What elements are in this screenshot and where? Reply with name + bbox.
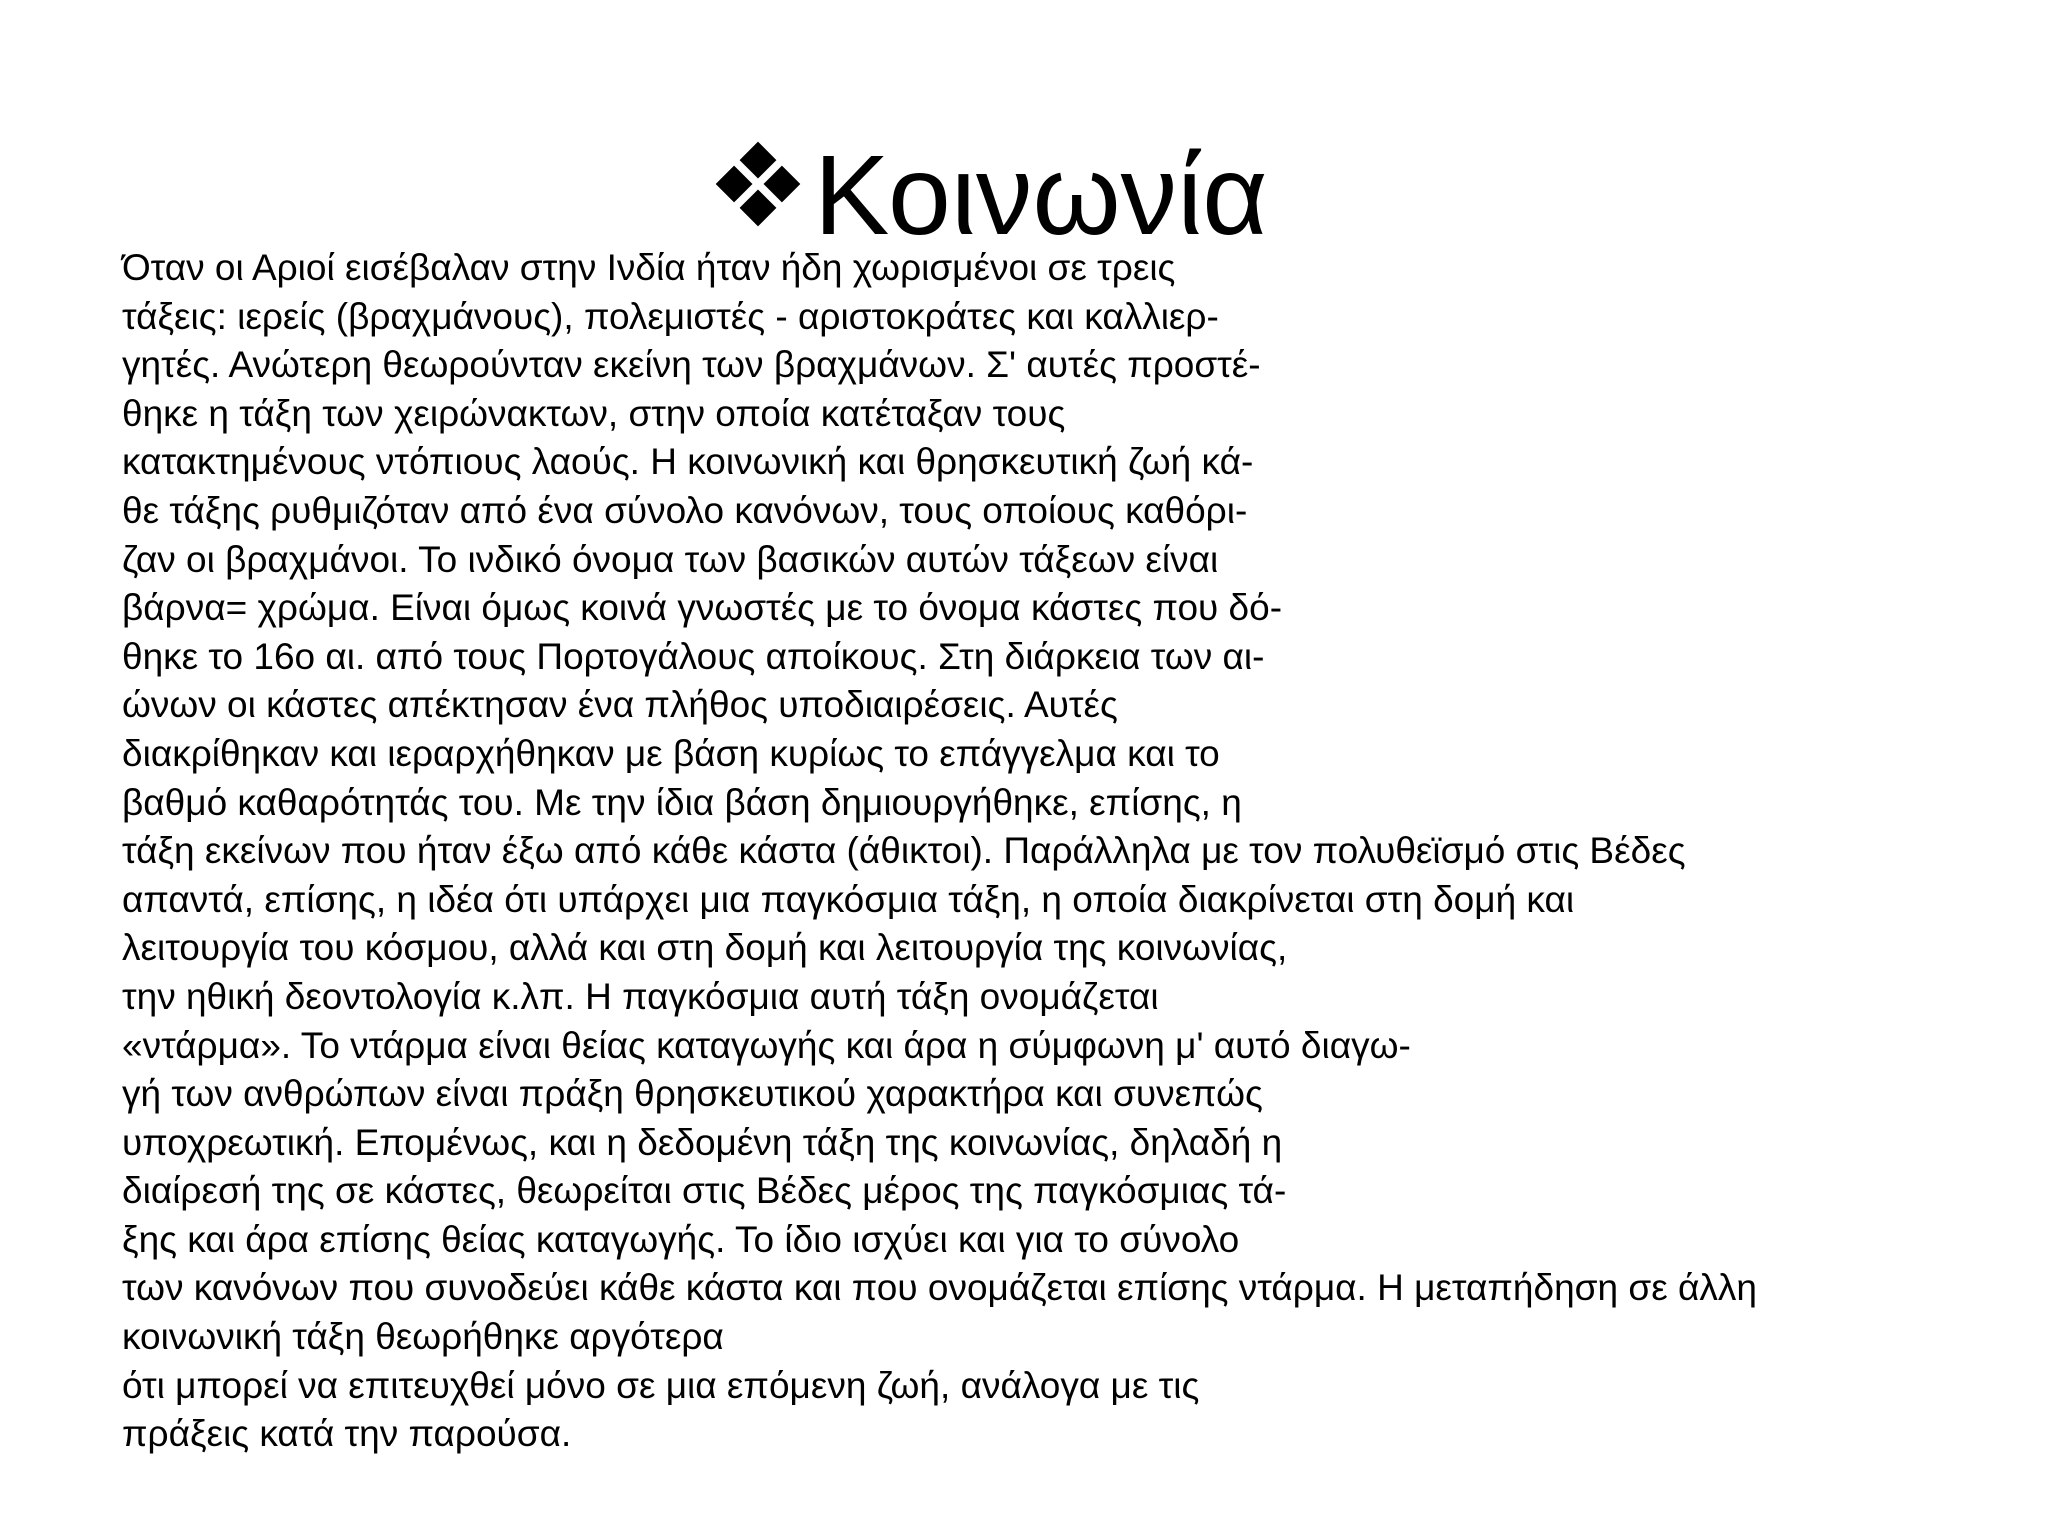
body-line: ζαν οι βραχμάνοι. Το ινδικό όνομα των βασικών αυτών τάξεων είναι	[122, 538, 1219, 580]
body-line: διακρίθηκαν και ιεραρχήθηκαν με βάση κυρίως το επάγγελμα και το	[122, 732, 1220, 774]
body-line: απαντά, επίσης, η ιδέα ότι υπάρχει μια παγκόσμια τάξη, η οποία διακρίνεται στη δομή και	[122, 878, 1575, 920]
body-line: τάξεις: ιερείς (βραχμάνους), πολεμιστές - αριστοκράτες και καλλιερ-	[122, 295, 1219, 337]
body-line: την ηθική δεοντολογία κ.λπ. Η παγκόσμια αυτή τάξη ονομάζεται	[122, 975, 1159, 1017]
body-line: Όταν οι Αριοί εισέβαλαν στην Ινδία ήταν ήδη χωρισμένοι σε τρεις	[122, 247, 1176, 288]
body-line: κοινωνική τάξη θεωρήθηκε αργότερα	[122, 1316, 724, 1358]
body-line: γή των ανθρώπων είναι πράξη θρησκευτικού χαρακτήρα και συνεπώς	[122, 1073, 1263, 1115]
body-line: ξης και άρα επίσης θείας καταγωγής. Το ίδιο ισχύει και για το σύνολο	[122, 1218, 1240, 1260]
body-line: θηκε το 16ο αι. από τους Πορτογάλους αποίκους. Στη διάρκεια των αι-	[122, 635, 1265, 677]
body-line: τάξη εκείνων που ήταν έξω από κάθε κάστα (άθικτοι). Παράλληλα με τον πολυθεϊσμό στις Βέδες	[122, 830, 1686, 872]
body-line: λειτουργία του κόσμου, αλλά και στη δομή και λειτουργία της κοινωνίας,	[122, 927, 1288, 969]
diamond-cluster-bullet-icon	[712, 138, 804, 230]
body-line: διαίρεσή της σε κάστες, θεωρείται στις Βέδες μέρος της παγκόσμιας τά-	[122, 1170, 1287, 1212]
body-line: βάρνα= χρώμα. Είναι όμως κοινά γνωστές με το όνομα κάστες που δό-	[122, 587, 1283, 629]
body-line: υποχρεωτική. Επομένως, και η δεδομένη τάξη της κοινωνίας, δηλαδή η	[122, 1121, 1283, 1163]
slide-title	[712, 132, 1268, 258]
body-text	[122, 244, 2012, 1459]
body-line: θηκε η τάξη των χειρώνακτων, στην οποία κατέταξαν τους	[122, 392, 1066, 434]
body-line: πράξεις κατά την παρούσα.	[122, 1413, 572, 1455]
body-line: γητές. Ανώτερη θεωρούνταν εκείνη των βραχμάνων. Σ' αυτές προστέ-	[122, 344, 1261, 386]
title-text: Κοινωνία	[814, 132, 1268, 258]
body-line: «ντάρμα». Το ντάρμα είναι θείας καταγωγής και άρα η σύμφωνη μ' αυτό διαγω-	[122, 1024, 1411, 1066]
body-line: κατακτημένους ντόπιους λαούς. Η κοινωνική και θρησκευτική ζωή κά-	[122, 441, 1254, 483]
body-line: των κανόνων που συνοδεύει κάθε κάστα και που ονομάζεται επίσης ντάρμα. Η μεταπήδηση σε άλλη	[122, 1267, 1757, 1309]
body-line: θε τάξης ρυθμιζόταν από ένα σύνολο κανόνων, τους οποίους καθόρι-	[122, 489, 1248, 531]
body-line: βαθμό καθαρότητάς του. Με την ίδια βάση δημιουργήθηκε, επίσης, η	[122, 781, 1242, 823]
body-line: ότι μπορεί να επιτευχθεί μόνο σε μια επόμενη ζωή, ανάλογα με τις	[122, 1364, 1200, 1406]
body-line: ώνων οι κάστες απέκτησαν ένα πλήθος υποδιαιρέσεις. Αυτές	[122, 684, 1118, 726]
